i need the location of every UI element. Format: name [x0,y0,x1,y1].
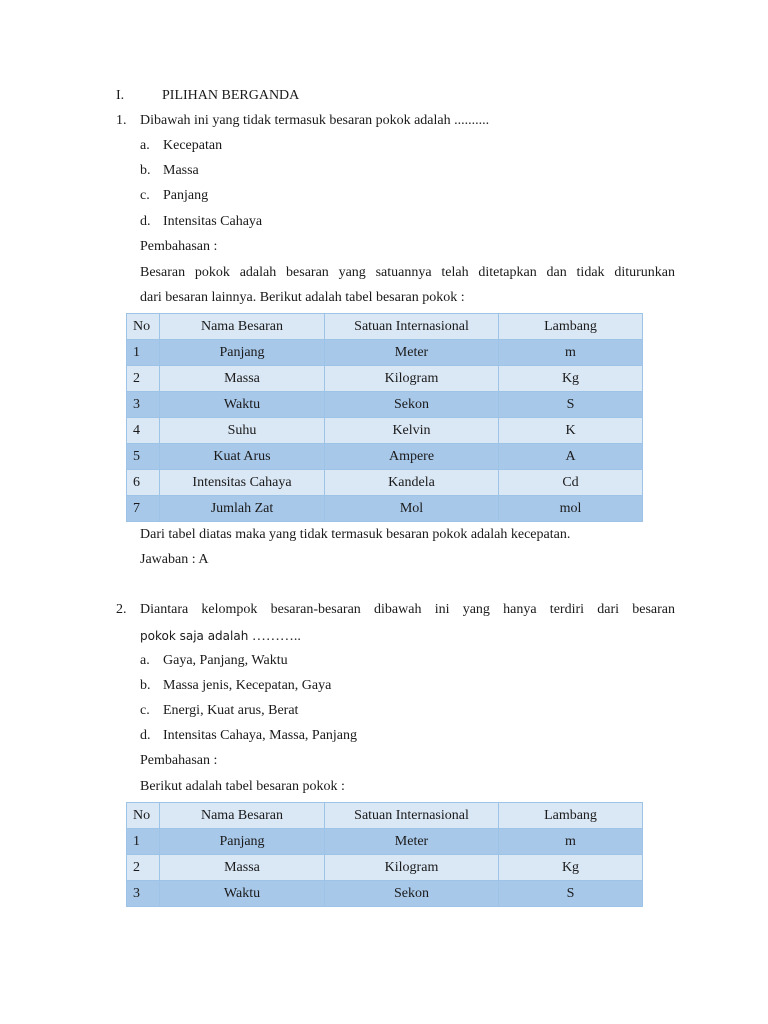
table-cell: 3 [127,392,160,418]
table-cell: 4 [127,418,160,444]
q1-option-c-text: Panjang [163,188,209,203]
table-cell: 1 [127,340,160,366]
table-cell: m [499,829,643,855]
q1-discussion-line1: Besaran pokok adalah besaran yang satuannya telah ditetapkan dan tidak diturunkan [140,265,675,280]
q2-discussion-label: Pembahasan : [140,753,218,768]
table-header-cell: Lambang [499,803,643,829]
q2-question-line1: Diantara kelompok besaran-besaran dibawah ini yang hanya terdiri dari besaran [140,602,675,617]
table-cell: Sekon [325,881,499,907]
q1-number: 1. [116,113,127,128]
table-header-row [127,314,643,340]
table-header-cell: Satuan Internasional [325,803,499,829]
table-header-cell: Satuan Internasional [325,314,499,340]
table-header-cell: Nama Besaran [160,314,325,340]
table-cell: Kg [499,366,643,392]
table-cell: Meter [325,340,499,366]
table-cell: 5 [127,444,160,470]
table-cell: K [499,418,643,444]
table-header-row [127,803,643,829]
q2-besaran-table [126,802,643,907]
table-cell: Meter [325,829,499,855]
table-cell: Kelvin [325,418,499,444]
table-cell: Sekon [325,392,499,418]
table-cell: Jumlah Zat [160,496,325,522]
table-row [127,496,643,522]
table-row [127,855,643,881]
q2-question-text: pokok saja adalah [140,629,249,643]
table-row [127,829,643,855]
table-cell: Panjang [160,829,325,855]
table-row [127,392,643,418]
q1-discussion-line2: dari besaran lainnya. Berikut adalah tabel besaran pokok : [140,290,465,305]
q2-option-c-letter: c. [140,703,150,718]
table-header-cell: No [127,803,160,829]
table-cell: S [499,392,643,418]
table-header-cell: Lambang [499,314,643,340]
q2-option-b-letter: b. [140,678,151,693]
q2-option-d-text: Intensitas Cahaya, Massa, Panjang [163,728,358,743]
table-cell: Kandela [325,470,499,496]
q1-conclusion: Dari tabel diatas maka yang tidak termasuk besaran pokok adalah kecepatan. [140,527,571,542]
table-cell: Waktu [160,392,325,418]
table-cell: 3 [127,881,160,907]
q1-question: Dibawah ini yang tidak termasuk besaran pokok adalah .......... [140,113,490,128]
table-cell: 7 [127,496,160,522]
table-cell: Suhu [160,418,325,444]
q1-option-b-letter: b. [140,163,151,178]
table-cell: mol [499,496,643,522]
q1-option-d-text: Intensitas Cahaya [163,214,263,229]
q1-option-b-text: Massa [163,163,199,178]
table-cell: Massa [160,366,325,392]
table-row [127,340,643,366]
q2-option-c-text: Energi, Kuat arus, Berat [163,703,299,718]
table-cell: m [499,340,643,366]
table-row [127,470,643,496]
table-cell: Panjang [160,340,325,366]
q2-option-a-text: Gaya, Panjang, Waktu [163,653,288,668]
q2-question-dots: ……….. [251,629,301,644]
q2-discussion-line1: Berikut adalah tabel besaran pokok : [140,779,345,794]
q2-option-b-text: Massa jenis, Kecepatan, Gaya [163,678,332,693]
table-cell: Intensitas Cahaya [160,470,325,496]
q1-discussion-label: Pembahasan : [140,239,218,254]
table-cell: Massa [160,855,325,881]
table-row [127,881,643,907]
table-row [127,366,643,392]
q2-question-line2 [140,627,301,646]
q1-option-a-letter: a. [140,138,150,153]
table-cell: Kilogram [325,855,499,881]
q1-answer: Jawaban : A [140,552,209,567]
table-cell: 1 [127,829,160,855]
table-cell: 6 [127,470,160,496]
q1-option-c-letter: c. [140,188,150,203]
table-cell: A [499,444,643,470]
table-cell: 2 [127,855,160,881]
table-row [127,444,643,470]
table-cell: Waktu [160,881,325,907]
table-cell: Kuat Arus [160,444,325,470]
q2-option-d-letter: d. [140,728,151,743]
section-title: PILIHAN BERGANDA [162,88,300,103]
section-number: I. [116,88,125,103]
q1-option-a-text: Kecepatan [163,138,223,153]
table-cell: Mol [325,496,499,522]
table-cell: Ampere [325,444,499,470]
q1-besaran-table [126,313,643,522]
table-row [127,418,643,444]
table-cell: S [499,881,643,907]
q1-option-d-letter: d. [140,214,151,229]
q2-number: 2. [116,602,127,617]
table-cell: Cd [499,470,643,496]
table-header-cell: No [127,314,160,340]
table-cell: Kg [499,855,643,881]
table-cell: Kilogram [325,366,499,392]
q2-option-a-letter: a. [140,653,150,668]
table-cell: 2 [127,366,160,392]
table-header-cell: Nama Besaran [160,803,325,829]
